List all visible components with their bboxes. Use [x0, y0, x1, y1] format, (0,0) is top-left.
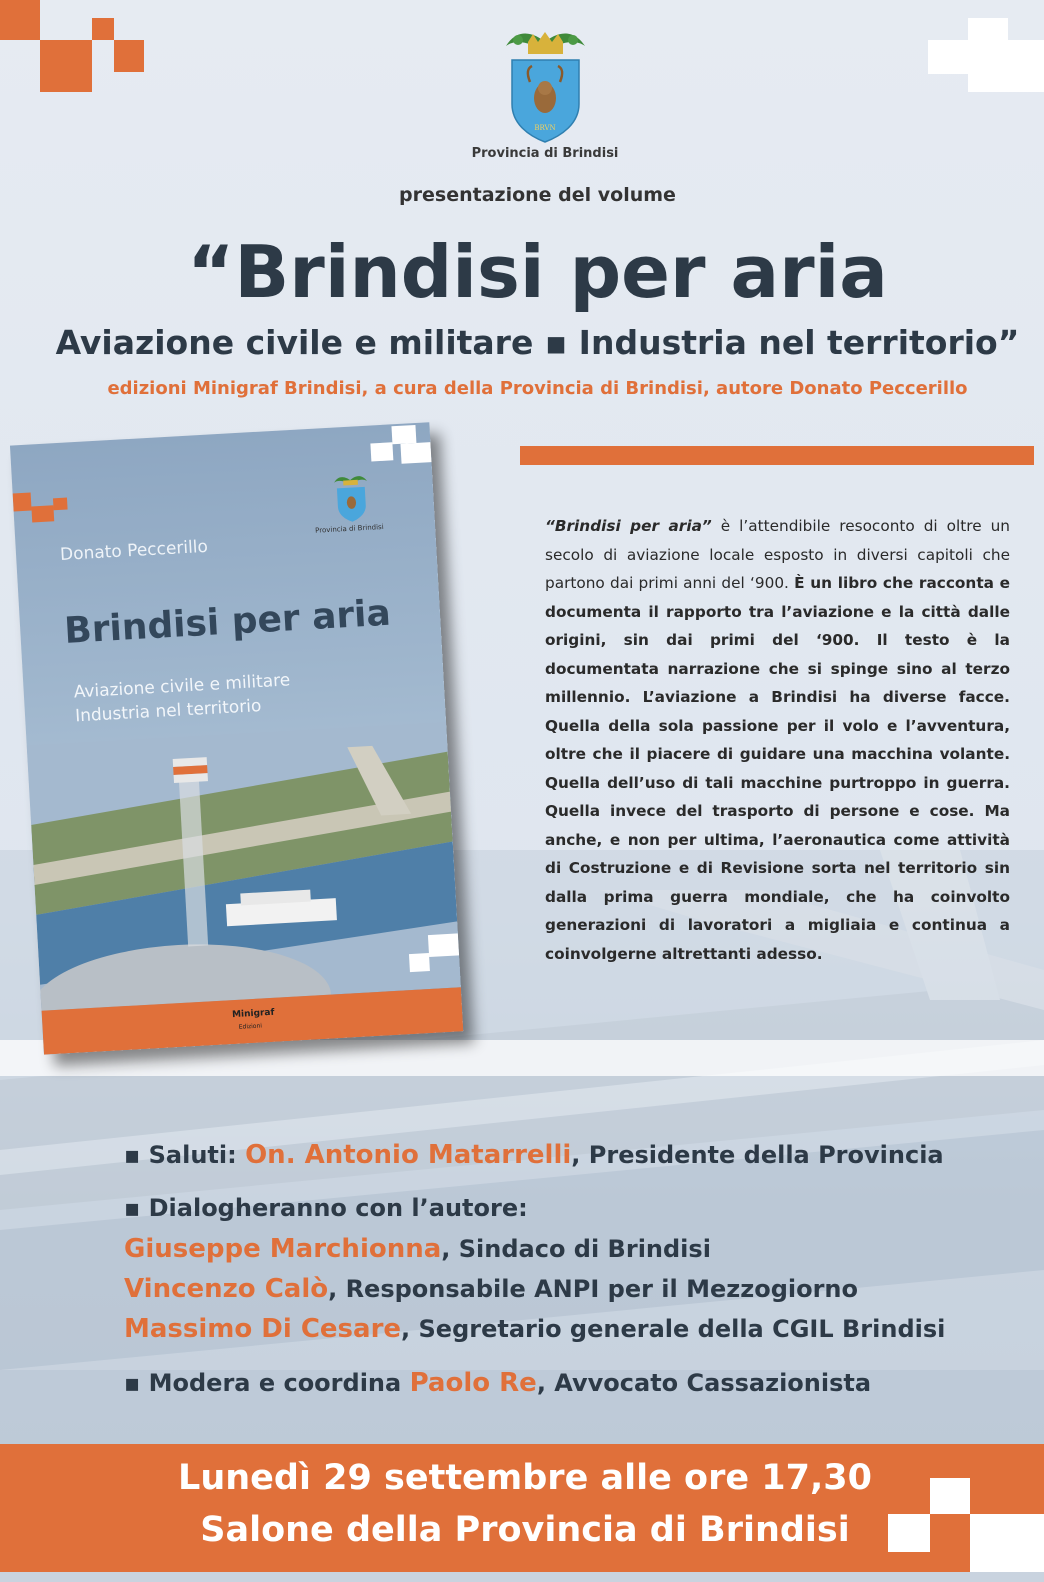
guest-role: , Sindaco di Brindisi — [441, 1235, 711, 1263]
moderator-label: ▪ Modera e coordina — [124, 1369, 410, 1397]
greetings-name: On. Antonio Matarrelli — [245, 1140, 572, 1170]
guest-name: Massimo Di Cesare — [124, 1314, 402, 1344]
book-subtitle-line1: Aviazione civile e militare — [73, 670, 291, 703]
book-decor-square — [409, 953, 430, 972]
editions-line: edizioni Minigraf Brindisi, a cura della Provincia di Brindisi, autore Donato Peccerillo — [107, 378, 968, 399]
guest-name: Giuseppe Marchionna — [124, 1234, 442, 1264]
book-publisher-sub: Edizioni — [238, 1022, 263, 1031]
greetings-role: , Presidente della Provincia — [571, 1141, 944, 1169]
book-publisher-logo: Minigraf — [231, 1007, 275, 1021]
book-decor-square — [370, 442, 393, 461]
book-decor-square — [53, 498, 68, 511]
book-title: Brindisi per aria — [63, 592, 392, 652]
logo-label: Provincia di Brindisi — [471, 146, 619, 161]
event-subtitle: Aviazione civile e militare ▪ Industria nel territorio” — [55, 323, 1020, 362]
book-decor-square — [13, 493, 32, 512]
event-title: “Brindisi per aria — [187, 230, 888, 314]
book-decor-square — [400, 442, 431, 464]
book-cover-wrapper — [10, 419, 516, 1104]
dialogue-label — [124, 1194, 528, 1222]
moderator-role: , Avvocato Cassazionista — [536, 1369, 872, 1397]
decor-square — [114, 40, 144, 72]
description-lead: “Brindisi per aria” — [545, 517, 712, 535]
event-venue: Salone della Provincia di Brindisi — [200, 1510, 850, 1550]
book-decor-square — [428, 933, 459, 957]
book-logo-label: Provincia di Brindisi — [314, 522, 384, 535]
book-decor-square — [31, 505, 54, 522]
moderator-name: Paolo Re — [409, 1368, 537, 1398]
guest-role: , Segretario generale della CGIL Brindisi — [401, 1315, 946, 1343]
greetings-label: ▪ Saluti: — [124, 1141, 246, 1169]
decor-square — [40, 40, 92, 92]
guest-line — [124, 1274, 858, 1304]
decor-square — [968, 18, 1008, 40]
decor-square — [968, 40, 1044, 92]
greetings-line — [124, 1140, 944, 1170]
dialogue-label-text: ▪ Dialogheranno con l’autore: — [124, 1194, 528, 1222]
book-subtitle-line2: Industria nel territorio — [74, 696, 262, 727]
presentation-label: presentazione del volume — [399, 184, 676, 206]
event-date: Lunedì 29 settembre alle ore 17,30 — [178, 1458, 872, 1498]
svg-text:BRVN: BRVN — [534, 124, 556, 132]
book-cover-photo — [27, 722, 461, 1011]
decor-square — [888, 1514, 930, 1552]
book-decor-square — [391, 425, 416, 444]
guest-line — [124, 1314, 945, 1344]
moderator-line — [124, 1368, 871, 1398]
orange-rule — [520, 446, 1034, 465]
decor-square — [92, 18, 114, 40]
decor-square — [0, 0, 40, 40]
book-cover — [10, 422, 463, 1054]
book-description — [545, 512, 1010, 968]
description-part1: è l’attendibile resoconto di oltre un secolo di aviazione locale esposto in diversi capitoli che partono dai primi anni del ‘900. — [545, 517, 1010, 592]
province-coat-of-arms-icon — [498, 24, 593, 149]
guest-name: Vincenzo Calò — [124, 1274, 329, 1304]
description-part2: È un libro che racconta e documenta il rapporto tra l’aviazione e la città dalle origini, sin dai primi del ‘900. Il testo è la documentata narrazione che si spinge sino al terzo millennio. L’aviazione a Brindisi ha diverse facce. Quella della sola passione per il volo e l’avventura, oltre che il piacere di guidare una macchina volante. Quella dell’uso di tali macchine purtroppo in guerra. Quella invece del trasporto di persone e cose. Ma anche, e non per ultima, l’aeronautica come attività di Costruzione e di Revisione sorta nel territorio sin dalla prima guerra mondiale, che ha coinvolto generazioni di lavoratori a migliaia e continua a coinvolgerne altrettanti adesso. — [545, 574, 1011, 963]
decor-square — [930, 1478, 970, 1514]
book-coat-of-arms-icon — [330, 472, 373, 526]
book-author: Donato Peccerillo — [59, 536, 209, 565]
decor-square — [928, 40, 968, 74]
decor-square — [970, 1514, 1044, 1572]
guest-line — [124, 1234, 711, 1264]
guest-role: , Responsabile ANPI per il Mezzogiorno — [328, 1275, 858, 1303]
